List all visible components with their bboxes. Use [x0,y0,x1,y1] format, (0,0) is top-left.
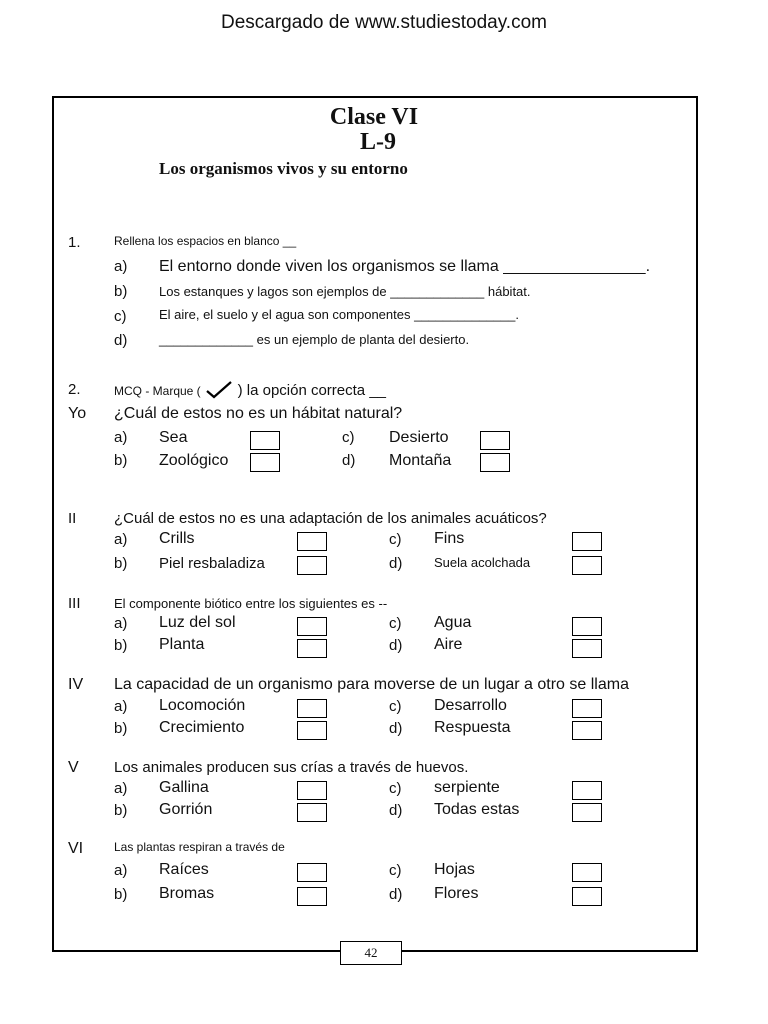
option-letter: a) [114,698,128,715]
answer-checkbox[interactable] [297,781,327,800]
lesson-number: L-9 [360,129,396,155]
question-number: III [68,595,81,612]
item-letter: d) [114,332,128,349]
option-letter: d) [389,802,403,819]
option-letter: a) [114,780,128,797]
answer-checkbox[interactable] [297,887,327,906]
option-letter: d) [342,452,356,469]
instruction-suffix: ) la opción correcta __ [237,382,387,399]
answer-checkbox[interactable] [297,617,327,636]
option-letter: a) [114,531,128,548]
option-letter: d) [389,720,403,737]
answer-checkbox[interactable] [297,803,327,822]
option-letter: a) [114,429,128,446]
answer-checkbox[interactable] [572,803,602,822]
option-text: Fins [434,530,465,547]
answer-checkbox[interactable] [297,639,327,658]
answer-checkbox[interactable] [572,887,602,906]
question-number: 1. [68,234,81,251]
option-letter: a) [114,862,128,879]
option-text: Gallina [159,779,209,796]
item-letter: a) [114,258,128,275]
fill-blank-item: El entorno donde viven los organismos se llama ________________. [159,258,651,275]
answer-checkbox[interactable] [297,532,327,551]
option-letter: d) [389,637,403,654]
option-letter: b) [114,555,128,572]
option-letter: b) [114,637,128,654]
answer-checkbox[interactable] [572,617,602,636]
option-letter: b) [114,720,128,737]
option-text: Luz del sol [159,614,236,631]
question-text: Los animales producen sus crías a través de huevos. [114,759,469,776]
answer-checkbox[interactable] [572,532,602,551]
option-letter: b) [114,886,128,903]
question-text: ¿Cuál de estos no es un hábitat natural? [114,405,403,422]
instruction-prefix: MCQ - Marque ( [114,384,201,398]
answer-checkbox[interactable] [572,721,602,740]
question-number: VI [68,840,84,857]
option-letter: a) [114,615,128,632]
option-letter: c) [389,698,402,715]
option-letter: c) [389,531,402,548]
option-text: Aire [434,636,463,653]
option-letter: b) [114,452,128,469]
question-number: 2. [68,381,81,398]
option-text: Flores [434,885,479,902]
answer-checkbox[interactable] [297,721,327,740]
option-text: Agua [434,614,472,631]
answer-checkbox[interactable] [572,863,602,882]
page-number: 42 [340,941,402,965]
option-text: Respuesta [434,719,511,736]
checkmark-icon [205,380,233,400]
option-text: Crills [159,530,195,547]
answer-checkbox[interactable] [572,556,602,575]
option-text: Suela acolchada [434,555,531,570]
option-letter: c) [389,615,402,632]
option-text: Planta [159,636,205,653]
answer-checkbox[interactable] [572,639,602,658]
option-letter: c) [342,429,355,446]
answer-checkbox[interactable] [480,453,510,472]
option-text: Locomoción [159,697,246,714]
question-text: ¿Cuál de estos no es una adaptación de los animales acuáticos? [114,510,547,527]
answer-checkbox[interactable] [297,699,327,718]
answer-checkbox[interactable] [250,453,280,472]
option-text: Todas estas [434,801,520,818]
answer-checkbox[interactable] [297,863,327,882]
option-letter: d) [389,886,403,903]
answer-checkbox[interactable] [572,699,602,718]
question-instruction [114,380,386,400]
worksheet-title: Clase VI [329,104,419,130]
fill-blank-item: El aire, el suelo y el agua son componentes ______________. [159,307,519,322]
option-text: Desierto [389,429,449,446]
option-text: Bromas [159,885,215,902]
answer-checkbox[interactable] [297,556,327,575]
option-text: Montaña [389,452,452,469]
option-text: serpiente [434,779,500,796]
question-number: Yo [68,405,87,422]
option-text: Sea [159,429,188,446]
fill-blank-item: _____________ es un ejemplo de planta del desierto. [159,332,470,347]
item-letter: c) [114,308,127,325]
item-letter: b) [114,283,128,300]
answer-checkbox[interactable] [250,431,280,450]
question-text: Las plantas respiran a través de [114,840,285,854]
option-letter: c) [389,780,402,797]
option-letter: b) [114,802,128,819]
option-letter: d) [389,555,403,572]
question-number: IV [68,676,84,693]
question-number: V [68,759,79,776]
lesson-topic: Los organismos vivos y su entorno [159,159,408,178]
option-text: Crecimiento [159,719,245,736]
question-number: II [68,510,77,527]
option-text: Hojas [434,861,475,878]
answer-checkbox[interactable] [480,431,510,450]
download-source-header: Descargado de www.studiestoday.com [221,12,547,33]
option-text: Desarrollo [434,697,507,714]
question-text: La capacidad de un organismo para moverse de un lugar a otro se llama [114,676,629,693]
option-text: Zoológico [159,452,229,469]
question-text: El componente biótico entre los siguientes es -- [114,596,388,611]
answer-checkbox[interactable] [572,781,602,800]
fill-blank-item: Los estanques y lagos son ejemplos de _____________ hábitat. [159,284,531,299]
option-text: Gorrión [159,801,213,818]
option-letter: c) [389,862,402,879]
question-instruction: Rellena los espacios en blanco __ [114,234,297,248]
option-text: Raíces [159,861,209,878]
option-text: Piel resbaladiza [159,555,265,572]
